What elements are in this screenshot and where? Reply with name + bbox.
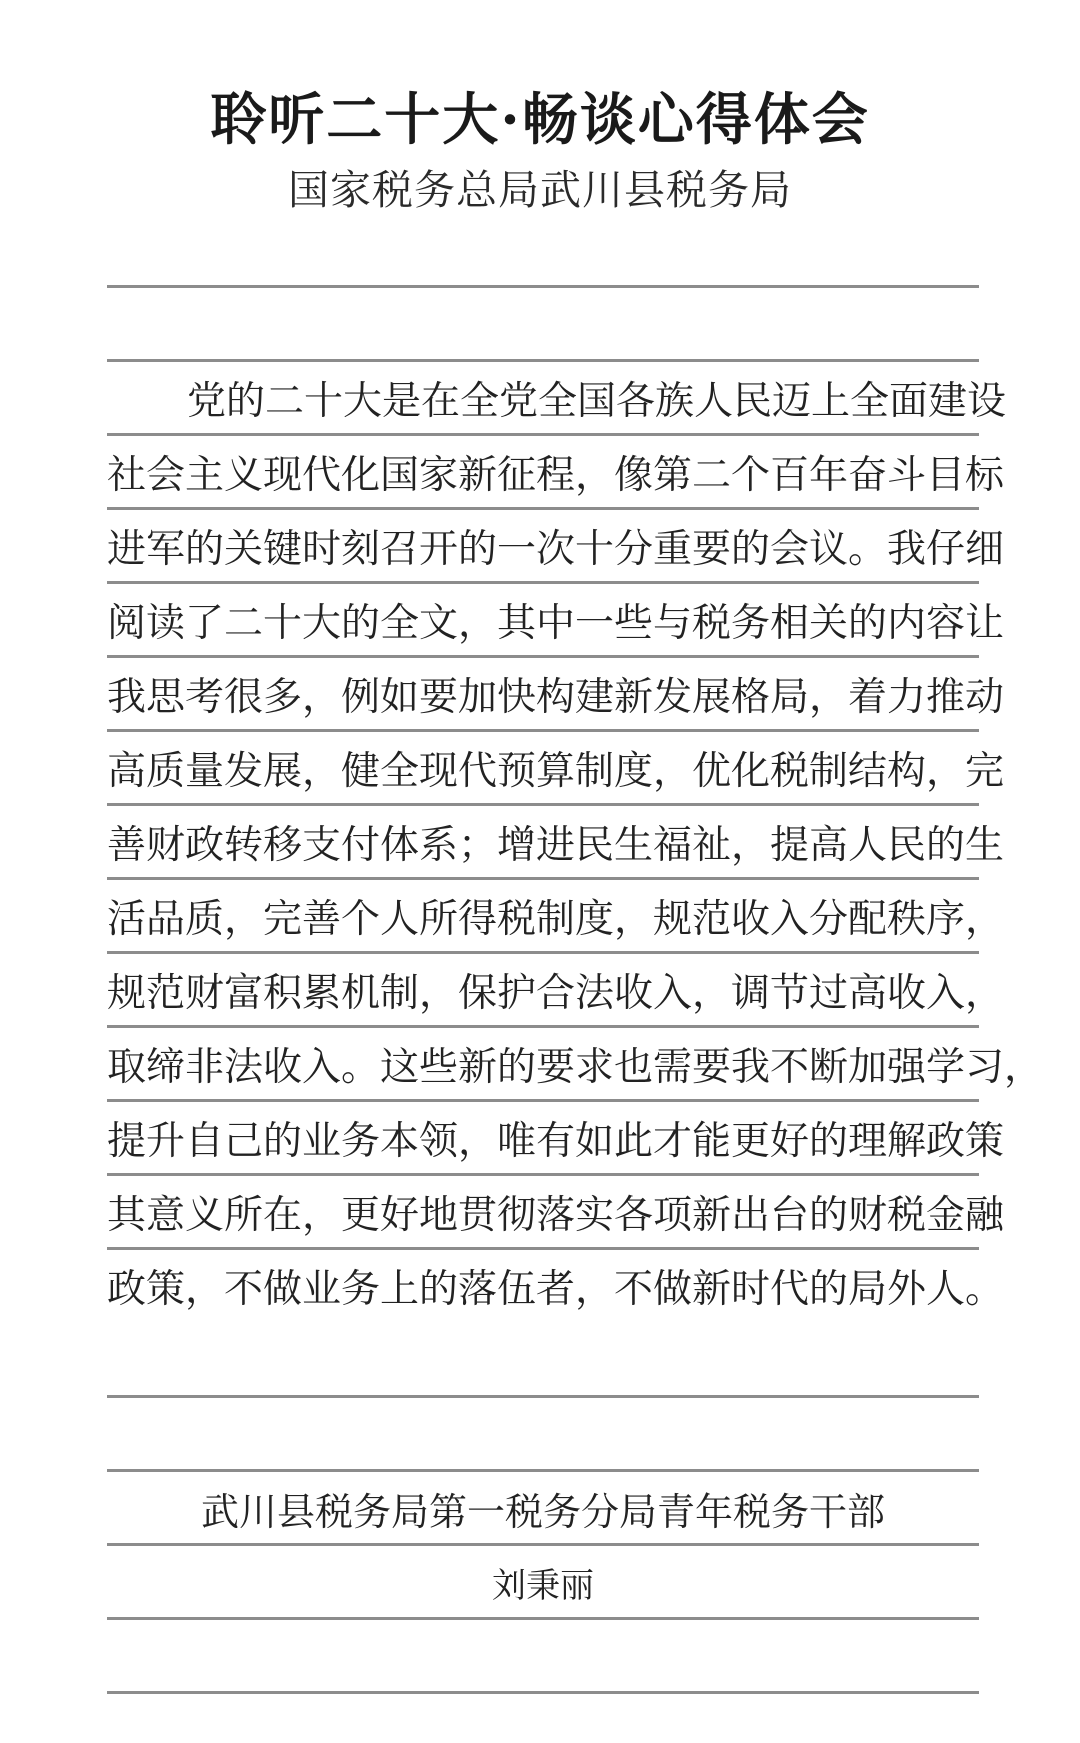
ruled-line [107, 877, 1005, 951]
signature-org: 武川县税务局第一税务分局青年税务干部 [200, 1490, 885, 1534]
ruled-line [107, 655, 1005, 729]
ruled-line [107, 359, 1007, 433]
ruled-line [107, 285, 979, 359]
ruled-line [107, 1395, 979, 1469]
body-line: 取缔非法收入。这些新的要求也需要我不断加强学习， [107, 1045, 1044, 1090]
body-line: 党的二十大是在全党全国各族人民迈上全面建设 [187, 379, 1007, 424]
ruled-line [107, 1691, 979, 1694]
page-subtitle: 国家税务总局武川县税务局 [288, 166, 792, 214]
ruled-line [107, 1099, 1005, 1173]
body-line: 提升自己的业务本领，唯有如此才能更好的理解政策 [107, 1119, 1005, 1164]
ruled-line [107, 1025, 1044, 1099]
body-line: 高质量发展，健全现代预算制度，优化税制结构，完 [107, 749, 1005, 794]
body-line: 其意义所在，更好地贯彻落实各项新出台的财税金融 [107, 1193, 1005, 1238]
ruled-line [107, 581, 1005, 655]
ruled-line [107, 507, 1005, 581]
body-line: 进军的关键时刻召开的一次十分重要的会议。我仔细 [107, 527, 1005, 572]
ruled-line [107, 1247, 1005, 1321]
blank-gap [107, 1321, 979, 1395]
body-line: 社会主义现代化国家新征程，像第二个百年奋斗目标 [107, 453, 1005, 498]
ruled-line [107, 1469, 979, 1543]
page-title: 聆听二十大·畅谈心得体会 [210, 87, 870, 153]
body-line: 规范财富积累机制，保护合法收入，调节过高收入， [107, 971, 1005, 1016]
ruled-line [107, 1617, 979, 1691]
body-line: 活品质，完善个人所得税制度，规范收入分配秩序， [107, 897, 1005, 942]
ruled-line [107, 803, 1005, 877]
ruled-line [107, 433, 1005, 507]
body-line: 阅读了二十大的全文，其中一些与税务相关的内容让 [107, 601, 1005, 646]
signature-name: 刘秉丽 [492, 1566, 594, 1606]
ruled-line [107, 729, 1005, 803]
ruled-line [107, 1543, 979, 1617]
ruled-line [107, 1173, 1005, 1247]
body-line: 我思考很多，例如要加快构建新发展格局，着力推动 [107, 675, 1005, 720]
body-line: 善财政转移支付体系；增进民生福祉，提高人民的生 [107, 823, 1005, 868]
ruled-paper [107, 285, 1044, 1694]
body-line: 政策，不做业务上的落伍者，不做新时代的局外人。 [107, 1267, 1005, 1312]
ruled-line [107, 951, 1005, 1025]
